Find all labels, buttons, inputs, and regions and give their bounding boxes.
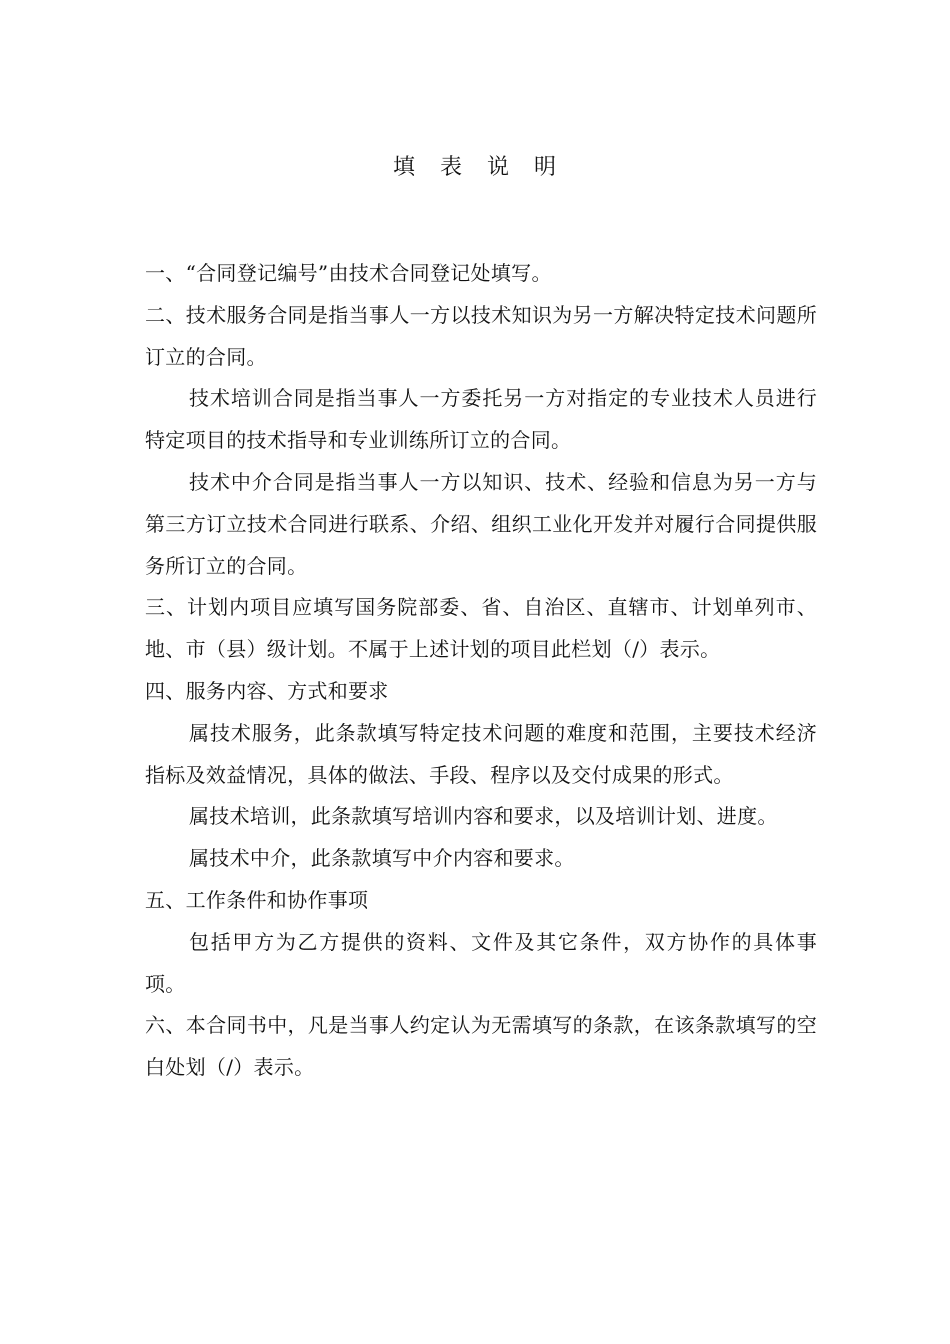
instruction-item-4: 四、服务内容、方式和要求 xyxy=(145,678,389,703)
instruction-item-3: 三、计划内项目应填写国务院部委、省、自治区、直辖市、计划单列市、地、市（县）级计划。不属于上述计划的项目此栏划（/）表示。 xyxy=(145,595,817,662)
instruction-item-2: 二、技术服务合同是指当事人一方以技术知识为另一方解决特定技术问题所订立的合同。 xyxy=(145,302,817,369)
instruction-item-1: 一、“合同登记编号”由技术合同登记处填写。 xyxy=(145,261,552,285)
instruction-item-6: 六、本合同书中，凡是当事人约定认为无需填写的条款，在该条款填写的空白处划（/）表示。 xyxy=(145,1013,817,1080)
instruction-item-2-intermediary: 技术中介合同是指当事人一方以知识、技术、经验和信息为另一方与第三方订立技术合同进行联系、介绍、组织工业化开发并对履行合同提供服务所订立的合同。 xyxy=(145,469,817,578)
instruction-item-4-service: 属技术服务，此条款填写特定技术问题的难度和范围，主要技术经济指标及效益情况，具体的做法、手段、程序以及交付成果的形式。 xyxy=(145,720,817,787)
instructions-body xyxy=(145,253,817,1089)
instruction-item-4-training: 属技术培训，此条款填写培训内容和要求，以及培训计划、进度。 xyxy=(189,804,778,829)
instruction-item-5: 五、工作条件和协作事项 xyxy=(145,887,369,912)
page-title: 填 表 说 明 xyxy=(393,155,565,180)
instruction-item-2-training: 技术培训合同是指当事人一方委托另一方对指定的专业技术人员进行特定项目的技术指导和专业训练所订立的合同。 xyxy=(145,386,817,453)
instruction-item-5-detail: 包括甲方为乙方提供的资料、文件及其它条件，双方协作的具体事项。 xyxy=(145,929,817,996)
instruction-item-4-intermediary: 属技术中介，此条款填写中介内容和要求。 xyxy=(189,846,575,871)
